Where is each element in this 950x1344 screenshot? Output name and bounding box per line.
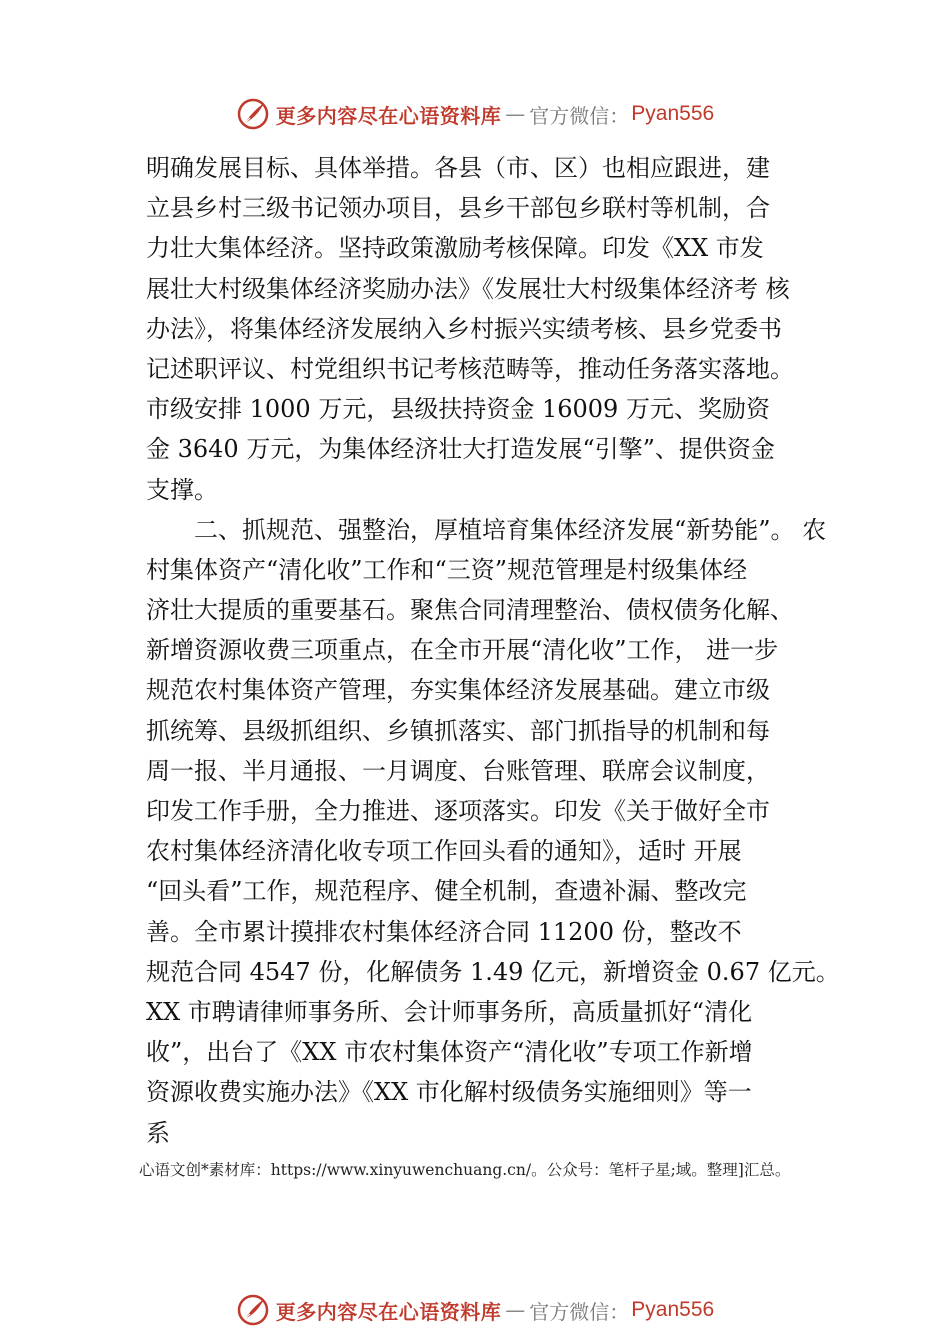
body-line: 明确发展目标、具体举措。各县（市、区）也相应跟进，建 (146, 154, 770, 182)
body-line: 市级安排 1000 万元，县级扶持资金 16009 万元、奖励资 (146, 395, 770, 424)
banner-site-text: 更多内容尽在心语资料库 (275, 103, 502, 128)
quill-logo-icon (236, 1293, 270, 1327)
banner-wechat-id: Pyan556 (631, 1298, 715, 1321)
banner-dash: — (505, 1298, 526, 1322)
banner-wechat-id: Pyan556 (631, 102, 715, 125)
body-line: “回头看”工作，规范程序、健全机制，查遗补漏、整改完 (146, 877, 747, 906)
body-line: 金 3640 万元，为集体经济壮大打造发展“引擎”、提供资金 (146, 435, 775, 464)
banner-dash: — (505, 102, 526, 126)
body-line: 支撑。 (146, 475, 218, 504)
banner-wechat-label: 官方微信： (529, 1299, 630, 1324)
body-line: 记述职评议、村党组织书记考核范畴等，推动任务落实落地。 (146, 354, 794, 383)
document-body (146, 148, 840, 1153)
body-line: 济壮大提质的重要基石。聚焦合同清理整治、债权债务化解、 (146, 596, 794, 625)
body-line: 抓统筹、县级抓组织、乡镇抓落实、部门抓指导的机制和每 (146, 716, 770, 745)
body-line: 二、抓规范、强整治，厚植培育集体经济发展“新势能”。 农 (146, 515, 827, 544)
body-line: 周一报、半月通报、一月调度、台账管理、联席会议制度， (146, 756, 770, 785)
banner-site-text: 更多内容尽在心语资料库 (275, 1299, 502, 1324)
footer-banner (0, 1290, 950, 1330)
header-banner (0, 94, 950, 134)
body-line: 展壮大村级集体经济奖励办法》《发展壮大村级集体经济考 核 (146, 274, 790, 303)
banner-wechat-label: 官方微信： (529, 103, 630, 128)
body-line: 力壮大集体经济。坚持政策激励考核保障。印发《XX 市发 (146, 234, 764, 263)
quill-logo-icon (236, 97, 270, 131)
body-line: 立县乡村三级书记领办项目，县乡干部包乡联村等机制，合 (146, 194, 770, 223)
body-line: 办法》，将集体经济发展纳入乡村振兴实绩考核、县乡党委书 (146, 314, 782, 343)
body-line: 农村集体经济清化收专项工作回头看的通知》，适时 开展 (146, 837, 742, 866)
body-line: 村集体资产“清化收”工作和“三资”规范管理是村级集体经 (146, 555, 748, 584)
body-line: 收”，出台了《XX 市农村集体资产“清化收”专项工作新增 (146, 1038, 753, 1067)
body-line: 新增资源收费三项重点，在全市开展“清化收”工作， 进一步 (146, 636, 779, 665)
body-line: 系 (146, 1118, 170, 1147)
body-line: 印发工作手册，全力推进、逐项落实。印发《关于做好全市 (146, 797, 770, 825)
body-line: 规范农村集体资产管理，夯实集体经济发展基础。建立市级 (146, 676, 770, 705)
body-line: XX 市聘请律师事务所、会计师事务所，高质量抓好“清化 (146, 997, 753, 1026)
body-line: 规范合同 4547 份，化解债务 1.49 亿元，新增资金 0.67 亿元。 (146, 957, 840, 986)
source-footnote: 心语文创*素材库：https://www.xinyuwenchuang.cn/。公众号：笔杆子星;域。整理]汇总。 (139, 1161, 791, 1179)
body-line: 资源收费实施办法》《XX 市化解村级债务实施细则》等一 (146, 1078, 752, 1107)
body-line: 善。全市累计摸排农村集体经济合同 11200 份，整改不 (146, 917, 742, 946)
